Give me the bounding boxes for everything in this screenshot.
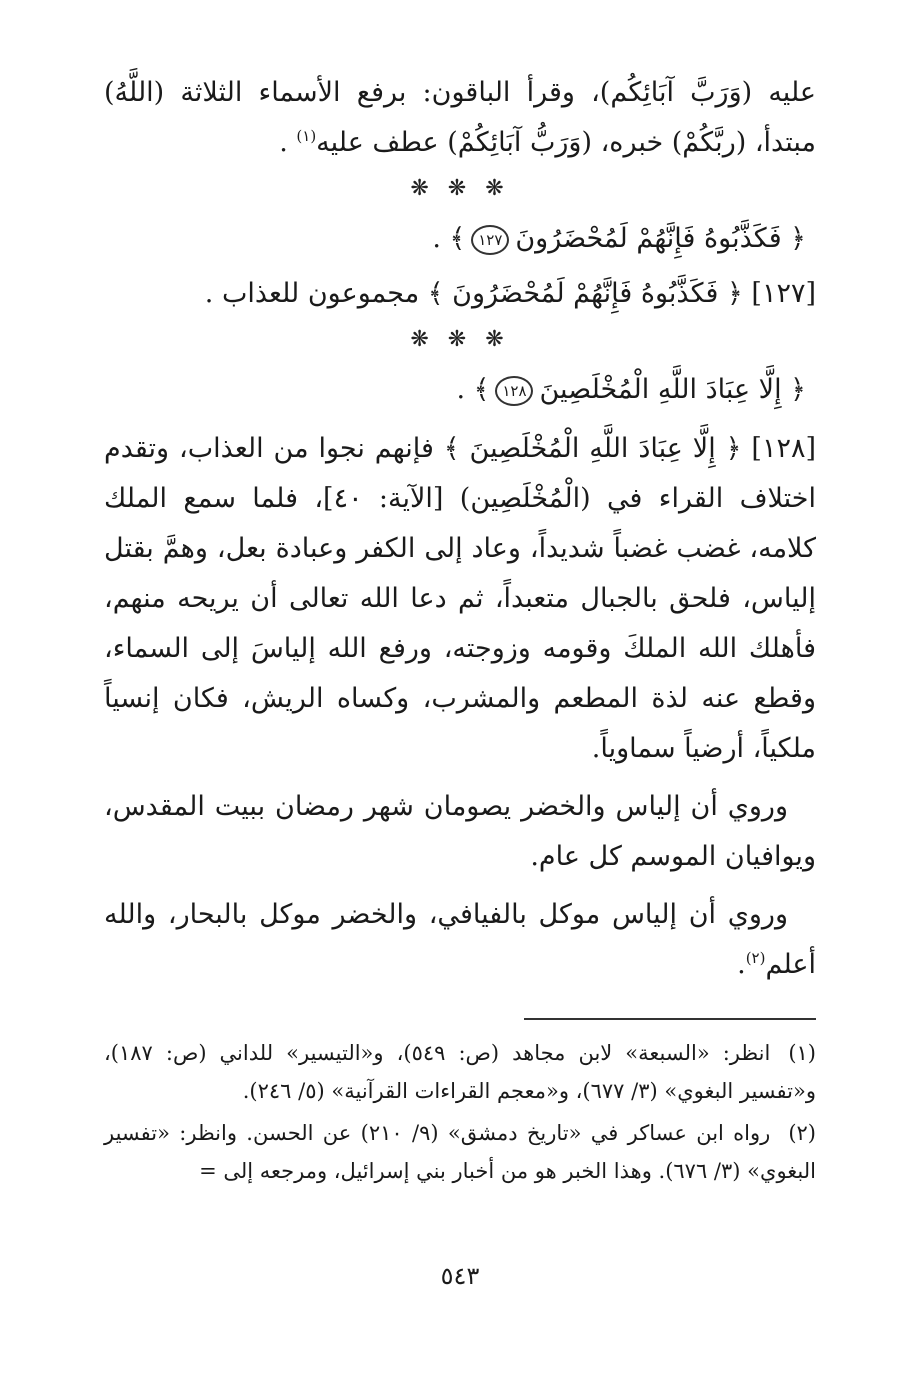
footnote-1 [104,1034,816,1110]
ayah-number-127-badge: ١٢٧ [471,225,509,255]
paragraph-fasting: وروي أن إلياس والخضر يصومان شهر رمضان ببيت المقدس، ويوافيان الموسم كل عام. [104,791,816,872]
footnote-2-text: رواه ابن عساكر في «تاريخ دمشق» (٩/ ٢١٠) عن الحسن. وانظر: «تفسير البغوي» (٣/ ٦٧٦). وهذا الخبر هو من أخبار بني إسرائيل، ومرجعه إلى = [104,1121,816,1183]
verse-128-text: ﴿ إِلَّا عِبَادَ اللَّهِ الْمُخْلَصِينَ [539,374,806,405]
footnote-divider [524,1018,816,1020]
verse-128 [104,364,816,416]
paragraph-final [104,890,816,990]
section-separator-2: ❋ ❋ ❋ [410,327,510,352]
section-separator-1: ❋ ❋ ❋ [410,176,510,201]
verse-127 [104,213,816,265]
page-number: ٥٤٣ [440,1262,480,1290]
ayah-number-128-badge: ١٢٨ [495,376,533,406]
footnote-1-text: انظر: «السبعة» لابن مجاهد (ص: ٥٤٩)، و«التيسير» للداني (ص: ١٨٧)، و«تفسير البغوي» (٣/ ٦٧٧)، و«معجم القراءات القرآنية» (٥/ ٢٤٦). [104,1041,816,1103]
top-paragraph-text: عليه (وَرَبَّ آبَائِكُم)، وقرأ الباقون: برفع الأسماء الثلاثة (اللَّهُ) مبتدأ، (ربَّكُمْ) خبره، (وَرَبُّ آبَائِكُمْ) عطف عليه [104,77,816,158]
paragraph-final-end: . [737,949,746,980]
footnote-ref-1[interactable]: (١) [296,127,317,145]
footnote-ref-2[interactable]: (٢) [745,949,766,967]
footnote-2 [104,1114,816,1190]
footnote-2-number: (٢) [788,1121,816,1145]
verse-127-text: ﴿ فَكَذَّبُوهُ فَإِنَّهُمْ لَمُحْضَرُونَ [515,223,806,254]
verse-128-end: ﴾ . [456,374,490,405]
commentary-127: [١٢٧] ﴿ فَكَذَّبُوهُ فَإِنَّهُمْ لَمُحْضَرُونَ ﴾ مجموعون للعذاب . [204,278,816,309]
paragraph-final-text: وروي أن إلياس موكل بالفيافي، والخضر موكل بالبحار، والله أعلم [104,899,816,980]
commentary-128: [١٢٨] ﴿ إِلَّا عِبَادَ اللَّهِ الْمُخْلَصِينَ ﴾ فإنهم نجوا من العذاب، وتقدم اختلاف القراء في (الْمُخْلَصِين) [الآية: ٤٠]، فلما سمع الملك كلامه، غضب غضباً شديداً، وعاد إلى الكفر وعبادة بعل، وهمَّ بقتل إلياس، فلحق بالجبال متعبداً، ثم دعا الله تعالى أن يريحه منهم، فأهلك الله الملكَ وقومه وزوجته، ورفع الله إلياسَ إلى السماء، وقطع عنه لذة المطعم والمشرب، وكساه الريش، فكان إنسياً ملكياً، أرضياً سماوياً. [104,433,817,764]
top-paragraph [104,68,816,168]
top-paragraph-end: . [279,127,297,158]
verse-127-end: ﴾ . [432,223,466,254]
footnote-1-number: (١) [788,1041,816,1065]
